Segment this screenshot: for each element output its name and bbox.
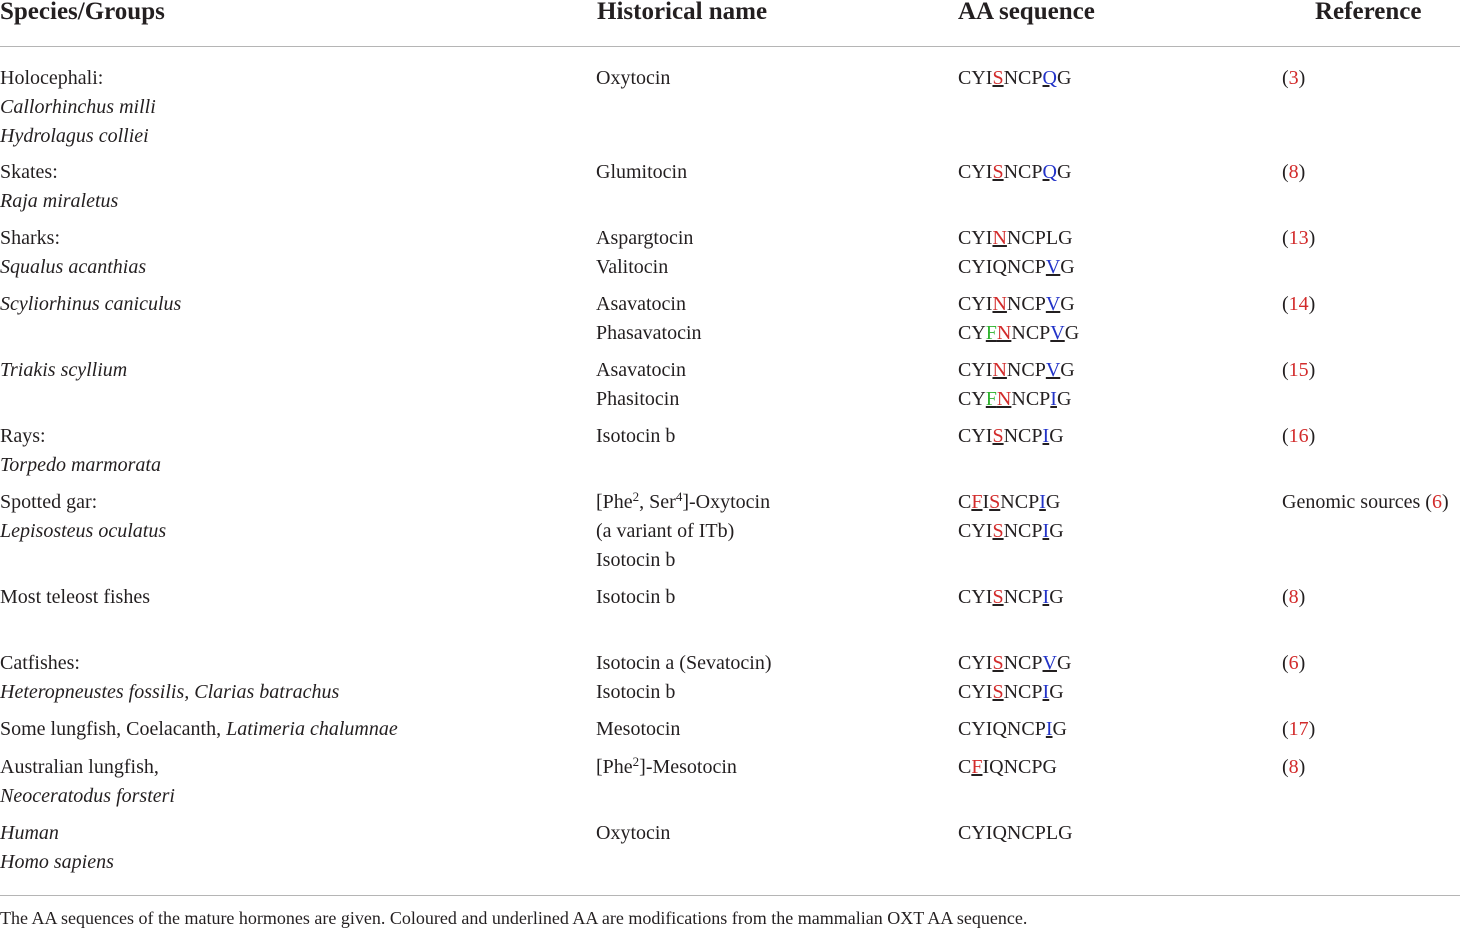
residue: I — [985, 256, 993, 278]
modified-residue: N — [996, 322, 1012, 344]
residue: C — [1018, 681, 1032, 703]
residue: C — [958, 293, 972, 315]
residue: I — [982, 491, 990, 513]
residue: N — [1003, 161, 1019, 183]
modified-residue: V — [1045, 256, 1061, 278]
residue: I — [985, 822, 993, 844]
residue: P — [1031, 652, 1043, 674]
reference: Genomic sources (6) — [1282, 491, 1449, 513]
residue: P — [1028, 491, 1040, 513]
residue: I — [985, 227, 993, 249]
residue: N — [1006, 293, 1022, 315]
modified-residue: S — [992, 520, 1004, 542]
reference: (3) — [1282, 67, 1306, 89]
species-group: Human — [0, 822, 59, 844]
residue: N — [1003, 425, 1019, 447]
residue: N — [1000, 491, 1015, 513]
residue: P — [1031, 161, 1043, 183]
aa-sequence — [958, 583, 1064, 612]
reference: (8) — [1282, 161, 1306, 183]
modified-residue: F — [985, 388, 997, 410]
reference: (8) — [1282, 586, 1306, 608]
aa-sequence — [958, 649, 1071, 678]
modified-residue: V — [1045, 293, 1061, 315]
historical-name: Oxytocin — [596, 822, 671, 844]
species-group: Holocephali: — [0, 67, 104, 89]
header-rule — [0, 46, 1460, 47]
residue: C — [958, 256, 972, 278]
species-name: Scyliorhinus caniculus — [0, 293, 182, 315]
reference: (17) — [1282, 718, 1316, 740]
aa-sequence — [958, 385, 1071, 414]
modified-residue: N — [996, 388, 1012, 410]
residue: C — [958, 586, 972, 608]
residue: Y — [971, 822, 986, 844]
residue: C — [1018, 586, 1032, 608]
residue: P — [1031, 520, 1043, 542]
residue: N — [1006, 718, 1022, 740]
residue: Y — [971, 388, 986, 410]
residue: C — [958, 388, 972, 410]
residue: P — [1039, 388, 1051, 410]
residue: G — [1049, 681, 1064, 703]
residue: N — [1003, 520, 1019, 542]
species-name: Hydrolagus colliei — [0, 125, 149, 147]
reference: (15) — [1282, 359, 1316, 381]
species-name: Raja miraletus — [0, 190, 119, 212]
modified-residue: V — [1050, 322, 1065, 344]
residue: C — [1021, 256, 1035, 278]
residue: N — [1006, 227, 1022, 249]
col-header-aa-sequence: AA sequence — [958, 0, 1095, 25]
residue: Y — [971, 256, 986, 278]
residue: G — [1060, 359, 1075, 381]
historical-name: Mesotocin — [596, 718, 681, 740]
residue: I — [985, 161, 993, 183]
residue: N — [1003, 586, 1019, 608]
residue: P — [1039, 322, 1051, 344]
residue: C — [1018, 756, 1032, 778]
residue: C — [1021, 359, 1035, 381]
aa-sequence — [958, 819, 1073, 848]
residue: P — [1031, 586, 1043, 608]
modified-residue: N — [992, 293, 1007, 315]
residue: Y — [971, 681, 986, 703]
residue: C — [958, 161, 972, 183]
residue: P — [1034, 822, 1046, 844]
historical-name: Aspargtocin — [596, 227, 694, 249]
residue: C — [1018, 161, 1032, 183]
residue: N — [1011, 322, 1026, 344]
residue: G — [1058, 227, 1073, 249]
residue: G — [1056, 161, 1072, 183]
residue: Y — [971, 322, 986, 344]
aa-sequence — [958, 319, 1079, 348]
residue: C — [958, 359, 972, 381]
residue: G — [1058, 822, 1073, 844]
historical-name: Isotocin b — [596, 549, 676, 571]
residue: P — [1034, 718, 1046, 740]
residue: G — [1052, 718, 1067, 740]
residue: Q — [992, 718, 1007, 740]
residue: P — [1034, 256, 1046, 278]
modified-residue: F — [971, 491, 983, 513]
residue: G — [1064, 322, 1080, 344]
residue: C — [958, 322, 972, 344]
residue: I — [985, 652, 993, 674]
col-header-species: Species/Groups — [0, 0, 165, 25]
residue: N — [1003, 681, 1019, 703]
reference: (6) — [1282, 652, 1306, 674]
modified-residue: S — [992, 67, 1004, 89]
residue: C — [1021, 227, 1035, 249]
residue: Y — [971, 161, 986, 183]
modified-residue: S — [992, 161, 1004, 183]
modified-residue: I — [1042, 681, 1050, 703]
modified-residue: I — [1042, 586, 1050, 608]
aa-sequence — [958, 422, 1064, 451]
residue: N — [1006, 359, 1022, 381]
historical-name: Valitocin — [596, 256, 669, 278]
species-group: Rays: — [0, 425, 46, 447]
residue: I — [985, 67, 993, 89]
residue: I — [985, 681, 993, 703]
species-name: Torpedo marmorata — [0, 454, 161, 476]
residue: Q — [992, 256, 1007, 278]
species-group: Spotted gar: — [0, 491, 98, 513]
historical-name: [Phe$^2$]-Mesotocin — [596, 754, 737, 778]
residue: I — [985, 425, 993, 447]
species-name: Squalus acanthias — [0, 256, 147, 278]
residue: Y — [971, 520, 986, 542]
aa-sequence — [958, 488, 1060, 517]
historical-name-note: (a variant of ITb) — [596, 520, 735, 542]
residue: Y — [971, 227, 986, 249]
table-footnote: The AA sequences of the mature hormones are given. Coloured and underlined AA are modifications from the mammalian OXT AA sequence. — [0, 908, 1028, 928]
species-group: Skates: — [0, 161, 58, 183]
residue: P — [1034, 359, 1046, 381]
aa-sequence — [958, 678, 1064, 707]
species-group: Some lungfish, Coelacanth, Latimeria chalumnae — [0, 718, 398, 740]
col-header-historical-name: Historical name — [597, 0, 768, 25]
species-group: Catfishes: — [0, 652, 80, 674]
residue: N — [1003, 756, 1019, 778]
col-header-reference: Reference — [1315, 0, 1422, 25]
historical-name: Isotocin b — [596, 425, 676, 447]
residue: N — [1006, 822, 1022, 844]
residue: C — [958, 520, 972, 542]
residue: Y — [971, 586, 986, 608]
residue: Y — [971, 293, 986, 315]
residue: N — [1011, 388, 1026, 410]
aa-sequence — [958, 715, 1067, 744]
residue: C — [958, 425, 972, 447]
residue: Y — [971, 652, 986, 674]
residue: C — [958, 227, 972, 249]
residue: I — [985, 359, 993, 381]
modified-residue: I — [1042, 520, 1050, 542]
residue: Y — [971, 359, 986, 381]
modified-residue: S — [992, 681, 1004, 703]
residue: G — [1049, 425, 1064, 447]
aa-sequence — [958, 158, 1071, 187]
residue: Q — [989, 756, 1004, 778]
residue: P — [1034, 293, 1046, 315]
residue: G — [1045, 491, 1061, 513]
modified-residue: I — [1050, 388, 1057, 410]
species-name: Heteropneustes fossilis, Clarias batrachus — [0, 681, 340, 703]
species-group: Australian lungfish, — [0, 756, 159, 778]
residue: C — [1025, 322, 1040, 344]
aa-sequence — [958, 224, 1073, 253]
residue: C — [1018, 67, 1032, 89]
residue: C — [958, 491, 972, 513]
modified-residue: I — [1042, 425, 1050, 447]
residue: N — [1003, 67, 1019, 89]
modified-residue: Q — [1042, 161, 1057, 183]
residue: C — [1014, 491, 1029, 513]
aa-sequence — [958, 753, 1057, 782]
residue: C — [958, 822, 972, 844]
modified-residue: S — [992, 586, 1004, 608]
residue: C — [958, 681, 972, 703]
aa-sequence — [958, 64, 1071, 93]
reference: (13) — [1282, 227, 1316, 249]
residue: P — [1031, 756, 1043, 778]
residue: I — [985, 586, 993, 608]
residue: C — [1018, 520, 1032, 542]
historical-name: [Phe$^2$, Ser$^4$]-Oxytocin — [596, 489, 771, 513]
historical-name: Phasitocin — [596, 388, 680, 410]
species-name: Callorhinchus milli — [0, 96, 156, 118]
residue: P — [1031, 681, 1043, 703]
residue: Q — [992, 822, 1007, 844]
residue: P — [1031, 425, 1043, 447]
footer-rule — [0, 895, 1460, 896]
reference: (14) — [1282, 293, 1316, 315]
reference: (16) — [1282, 425, 1316, 447]
historical-name: Oxytocin — [596, 67, 671, 89]
residue: C — [958, 67, 972, 89]
residue: Y — [971, 718, 986, 740]
reference: (8) — [1282, 756, 1306, 778]
residue: N — [1006, 256, 1022, 278]
residue: P — [1034, 227, 1046, 249]
residue: I — [985, 718, 993, 740]
species-name: Neoceratodus forsteri — [0, 785, 175, 807]
residue: L — [1045, 227, 1059, 249]
residue: I — [985, 520, 993, 542]
residue: C — [958, 652, 972, 674]
historical-name: Isotocin b — [596, 681, 676, 703]
residue: G — [1056, 67, 1072, 89]
residue: C — [1018, 652, 1032, 674]
residue: C — [1021, 293, 1035, 315]
historical-name: Asavatocin — [596, 293, 686, 315]
species-name: Homo sapiens — [0, 851, 114, 873]
modified-residue: I — [1039, 491, 1046, 513]
modified-residue: F — [985, 322, 997, 344]
modified-residue: I — [1045, 718, 1053, 740]
residue: C — [1021, 822, 1035, 844]
modified-residue: N — [992, 359, 1007, 381]
modified-residue: F — [971, 756, 983, 778]
residue: G — [1060, 293, 1075, 315]
historical-name: Isotocin a (Sevatocin) — [596, 652, 772, 674]
residue: C — [1025, 388, 1040, 410]
historical-name: Glumitocin — [596, 161, 688, 183]
residue: C — [958, 718, 972, 740]
residue: C — [1018, 425, 1032, 447]
residue: Y — [971, 425, 986, 447]
residue: G — [1056, 388, 1072, 410]
residue: L — [1045, 822, 1059, 844]
modified-residue: S — [992, 652, 1004, 674]
modified-residue: V — [1042, 652, 1057, 674]
residue: N — [1003, 652, 1019, 674]
modified-residue: S — [989, 491, 1001, 513]
residue: Y — [971, 67, 986, 89]
residue: C — [958, 756, 972, 778]
residue: G — [1049, 586, 1064, 608]
modified-residue: V — [1045, 359, 1061, 381]
modified-residue: N — [992, 227, 1007, 249]
aa-sequence — [958, 253, 1075, 282]
residue: G — [1049, 520, 1064, 542]
residue: G — [1060, 256, 1075, 278]
modified-residue: S — [992, 425, 1004, 447]
residue: I — [985, 293, 993, 315]
residue: G — [1056, 652, 1072, 674]
historical-name: Phasavatocin — [596, 322, 702, 344]
aa-sequence — [958, 517, 1064, 546]
residue: I — [982, 756, 990, 778]
historical-name: Asavatocin — [596, 359, 686, 381]
species-group: Sharks: — [0, 227, 60, 249]
species-group: Most teleost fishes — [0, 586, 150, 608]
aa-sequence — [958, 356, 1075, 385]
historical-name: Isotocin b — [596, 586, 676, 608]
species-name: Lepisosteus oculatus — [0, 520, 167, 542]
residue: P — [1031, 67, 1043, 89]
residue: G — [1042, 756, 1057, 778]
species-name: Triakis scyllium — [0, 359, 128, 381]
residue: C — [1021, 718, 1035, 740]
aa-sequence — [958, 290, 1075, 319]
modified-residue: Q — [1042, 67, 1057, 89]
